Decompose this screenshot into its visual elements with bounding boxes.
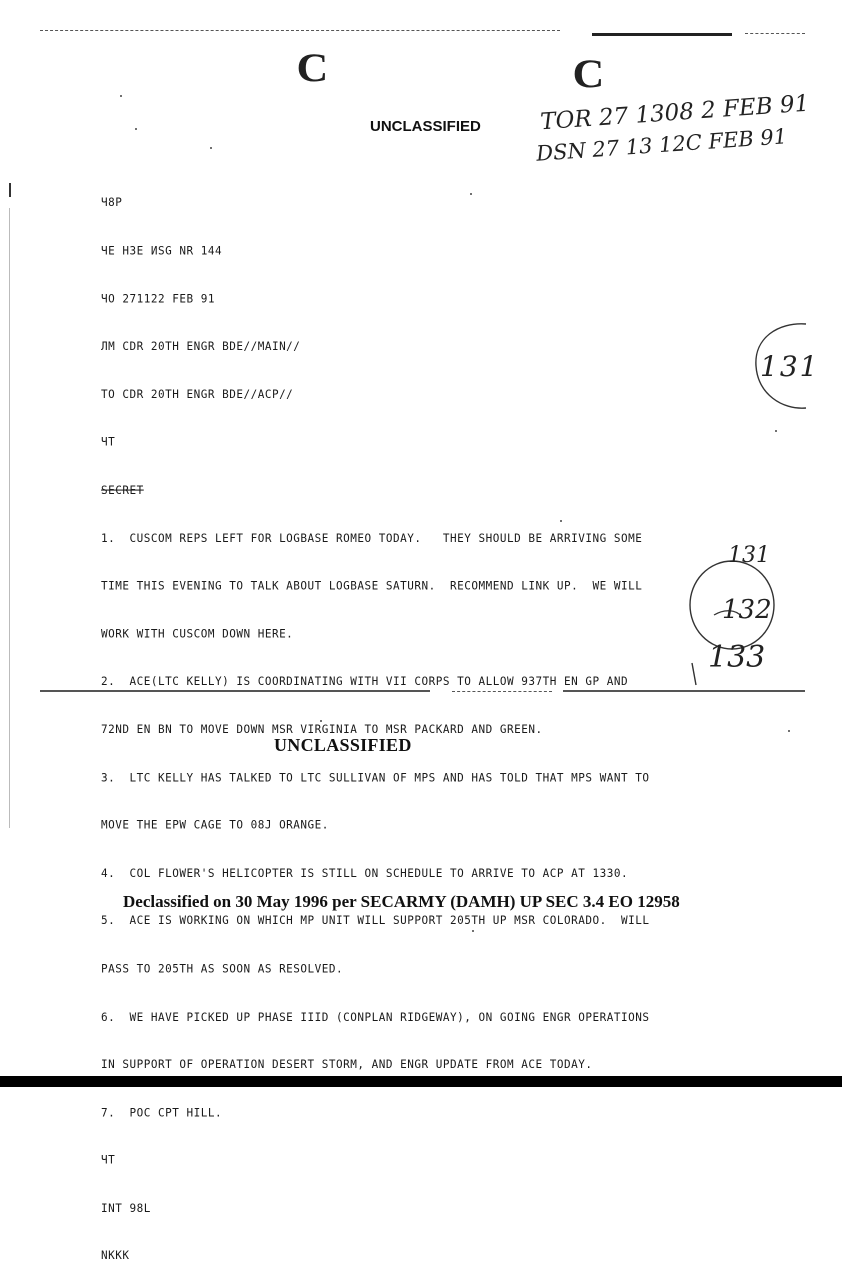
scan-speck (775, 430, 777, 432)
scan-speck (470, 193, 472, 195)
top-scan-bar-right (592, 33, 732, 36)
msg-line: NKKK (101, 1249, 130, 1263)
top-scan-line-right (745, 33, 805, 34)
msg-line: MOVE THE EPW CAGE TO 08J ORANGE. (101, 818, 329, 832)
msg-line: ЧT (101, 1153, 116, 1168)
handwritten-dsn-line: DSN 27 13 12C FEB 91 (535, 124, 788, 166)
scan-speck (788, 730, 790, 732)
footer-classification: UNCLASSIFIED (274, 735, 412, 755)
msg-line: IN SUPPORT OF OPERATION DESERT STORM, AND ENGR UPDATE FROM ACE TODAY. (101, 1057, 593, 1072)
msg-line-secret: SECRET (101, 483, 144, 497)
page-number-3: 133 (708, 640, 766, 675)
left-edge-mark (9, 183, 11, 197)
message-body (101, 163, 791, 1280)
msg-line: TIME THIS EVENING TO TALK ABOUT LOGBASE SATURN. RECOMMEND LINK UP. WE WILL (101, 578, 643, 593)
page-number-1: 131 (728, 543, 770, 568)
msg-line: PASS TO 205TH AS SOON AS RESOLVED. (101, 961, 344, 976)
circled-number: 131 (760, 350, 820, 383)
msg-line: 6. WE HAVE PICKED UP PHASE IIID (CONPLAN RIDGEWAY), ON GOING ENGR OPERATIONS (101, 1009, 650, 1024)
scan-speck (320, 720, 322, 722)
left-edge-line (9, 208, 10, 828)
msg-line: INT 98L (101, 1201, 151, 1215)
msg-line: 5. ACE IS WORKING ON WHICH MP UNIT WILL SUPPORT 205TH UP MSR COLORADO. WILL (101, 914, 650, 928)
page-number-2: 132 (722, 595, 772, 625)
separator-line-mid (452, 691, 552, 692)
msg-line: WORK WITH CUSCOM DOWN HERE. (101, 626, 294, 641)
separator-line-left (40, 690, 430, 692)
bottom-scan-bar (0, 1076, 842, 1087)
header-classification: UNCLASSIFIED (370, 118, 481, 135)
msg-line: 7. POC CPT HILL. (101, 1105, 223, 1120)
scan-speck (210, 147, 212, 149)
declassification-notice: Declassified on 30 May 1996 per SECARMY (DAMH) UP SEC 3.4 EO 12958 (123, 892, 680, 911)
top-scan-line (40, 30, 560, 31)
msg-line: 1. CUSCOM REPS LEFT FOR LOGBASE ROMEO TODAY. THEY SHOULD BE ARRIVING SOME (101, 531, 643, 545)
scan-speck (135, 128, 137, 130)
scan-speck (560, 520, 562, 522)
msg-line: ЧО 271122 FEB 91 (101, 291, 215, 306)
msg-line: 3. LTC KELLY HAS TALKED TO LTC SULLIVAN OF MPS AND HAS TOLD THAT MPS WANT TO (101, 770, 650, 785)
separator-line-right (563, 690, 805, 692)
msg-line: TO CDR 20TH ENGR BDE//ACP// (101, 387, 294, 402)
scan-speck (120, 95, 122, 97)
msg-line: ЧЕ НЗЕ ИSG NR 144 (101, 243, 223, 258)
msg-line: ЧT (101, 435, 116, 449)
msg-line: 4. COL FLOWER'S HELICOPTER IS STILL ON SCHEDULE TO ARRIVE TO ACP AT 1330. (101, 866, 629, 880)
msg-line: Ч8Р (101, 195, 123, 210)
scan-speck (472, 930, 474, 932)
msg-line: 2. ACE(LTC KELLY) IS COORDINATING WITH VII CORPS TO ALLOW 937TH EN GP AND (101, 674, 629, 689)
mark-left: C (296, 45, 329, 90)
mark-right: C (572, 51, 605, 96)
msg-line: 72ND EN BN TO MOVE DOWN MSR VIRGINIA TO MSR PACKARD AND GREEN. (101, 722, 543, 737)
msg-line: ЛМ CDR 20TH ENGR BDE//MAIN// (101, 339, 301, 354)
handwritten-tor-line: TOR 27 1308 2 FEB 91 (539, 90, 811, 136)
